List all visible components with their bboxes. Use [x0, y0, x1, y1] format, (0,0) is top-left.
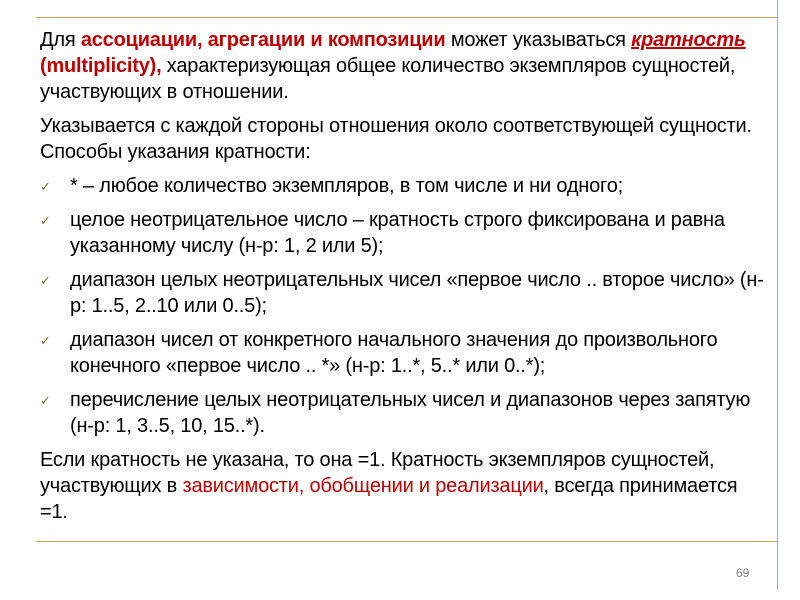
intro-text-1: Для	[40, 29, 81, 51]
intro-paragraph	[40, 27, 770, 105]
intro-text-2: может указываться	[445, 29, 632, 51]
intro-text-3: характеризующая общее количество экземпляров сущностей, участвующих в отношении.	[40, 55, 736, 103]
default-multiplicity-paragraph	[40, 447, 770, 525]
slide-content	[40, 27, 770, 533]
frame-right-line	[777, 0, 778, 590]
multiplicity-english-term: (multiplicity),	[40, 55, 162, 77]
check-icon: ✓	[40, 274, 51, 289]
check-icon: ✓	[40, 180, 51, 195]
dependency-types-highlight: зависимости, обобщении и реализации	[182, 475, 544, 497]
list-item	[40, 387, 770, 439]
list-item	[40, 267, 770, 319]
default-text-1: Если кратность не указана, то она =1. Кратность экземпляров сущностей, участвующих в	[40, 449, 715, 497]
list-item	[40, 207, 770, 259]
methods-paragraph: Указывается с каждой стороны отношения около соответствующей сущности. Способы указания кратности:	[40, 115, 752, 163]
relationship-types-highlight: ассоциации, агрегации и композиции	[80, 29, 446, 51]
list-item-text: диапазон чисел от конкретного начального значения до произвольного конечного «первое число .. *» (н-р: 1..*, 5..* или 0..*);	[70, 329, 718, 377]
frame-bottom-line	[36, 541, 778, 542]
list-item-text: диапазон целых неотрицательных чисел «первое число .. второе число» (н-р: 1..5, 2..10 или 0..5);	[70, 269, 764, 317]
list-item	[40, 327, 770, 379]
check-icon: ✓	[40, 214, 51, 229]
frame-top-line	[36, 17, 778, 18]
check-icon: ✓	[40, 334, 51, 349]
list-item	[40, 173, 770, 199]
list-item-text: * – любое количество экземпляров, в том числе и ни одного;	[70, 175, 623, 197]
list-item-text: целое неотрицательное число – кратность строго фиксирована и равна указанному числу (н-р: 1, 2 или 5);	[70, 209, 725, 257]
list-item-text: перечисление целых неотрицательных чисел и диапазонов через запятую (н-р: 1, 3..5, 10, 15..*).	[70, 389, 751, 437]
multiplicity-term: кратность	[631, 29, 746, 51]
multiplicity-methods-list	[40, 173, 770, 439]
check-icon: ✓	[40, 394, 51, 409]
default-text-2: , всегда принимается =1.	[40, 475, 738, 523]
page-number: 69	[736, 566, 750, 580]
